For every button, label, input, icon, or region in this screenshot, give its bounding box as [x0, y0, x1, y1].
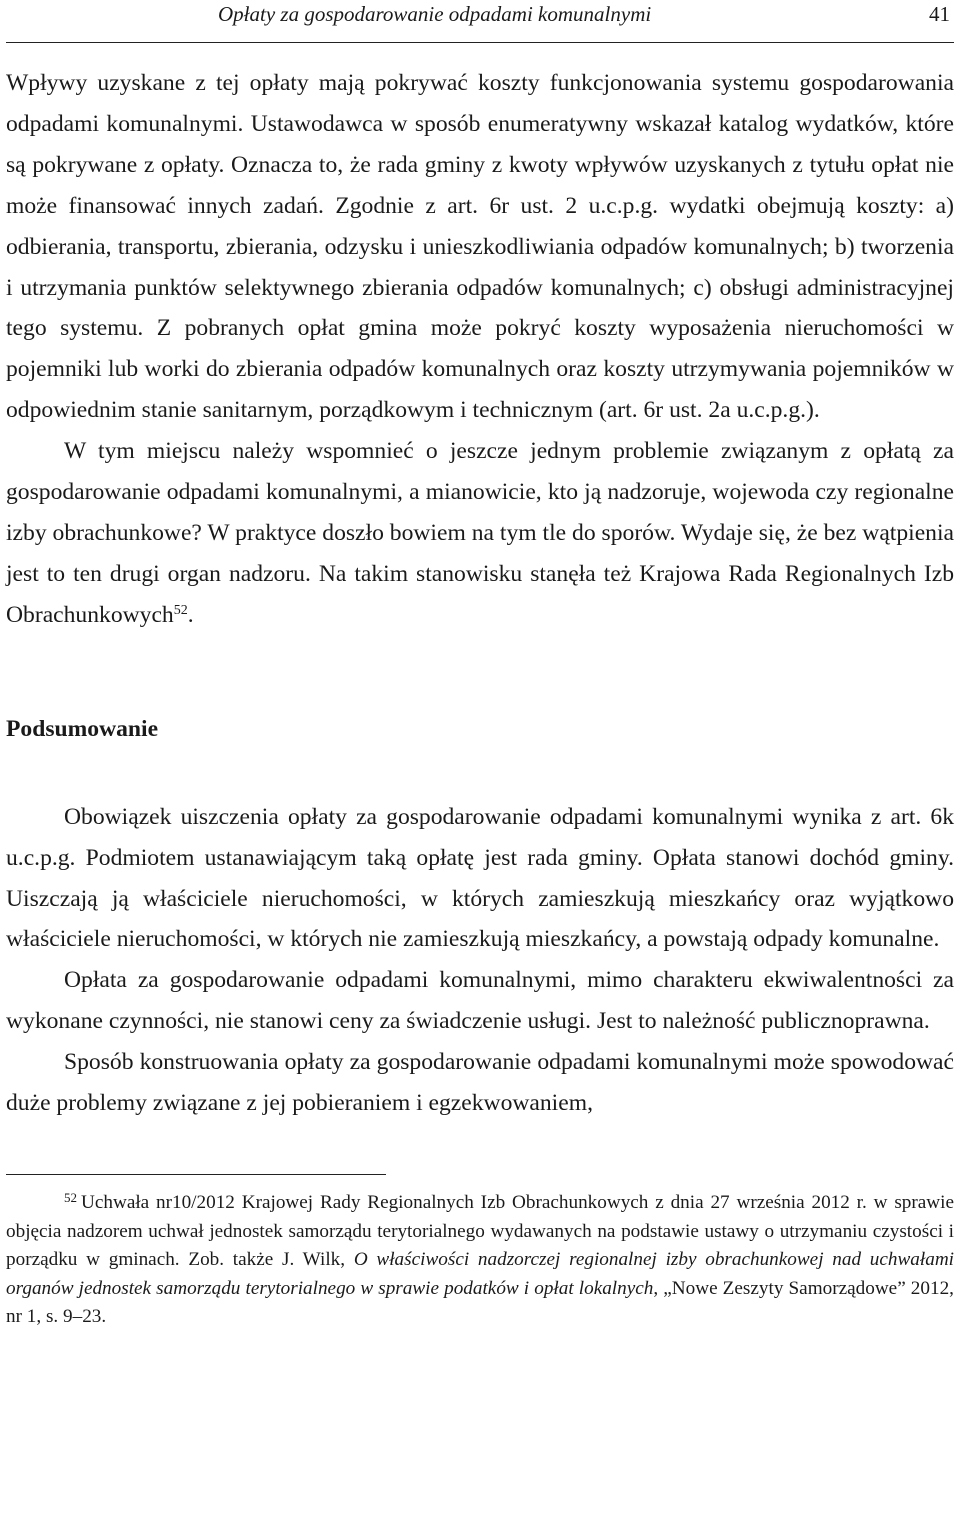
footnote: [6, 1189, 954, 1332]
summary-paragraph: Sposób konstruowania opłaty za gospodarowanie odpadami komunalnymi może spowodować duże problemy związane z jej pobieraniem i egzekwowaniem,: [6, 1049, 954, 1117]
document-page: [6, 0, 954, 1332]
footnote-cited-title: O właściwości nadzorczej regionalnej izby obrachunkowej nad uchwałami organów jednostek samorządu terytorialnego w sprawie podatków i opłat lokalnych: [6, 1249, 955, 1299]
page-number: 41: [929, 2, 950, 26]
summary-paragraph: Opłata za gospodarowanie odpadami komunalnymi, mimo charakteru ekwiwalentności za wykonane czynności, nie stanowi ceny za świadczenie usługi. Jest to należność publicznoprawna.: [6, 967, 954, 1035]
paragraph-fees-purpose: Wpływy uzyskane z tej opłaty mają pokrywać koszty funkcjonowania systemu gospodarowania odpadami komunalnymi. Ustawodawca w sposób enumeratywny wskazał katalog wydatków, które są pokrywane z opłaty. Oznacza to, że rada gminy z kwoty wpływów uzyskanych z tytułu opłat nie może finansować innych zadań. Zgodnie z art. 6r ust. 2 u.c.p.g. wydatki obejmują koszty: a) odbierania, transportu, zbierania, odzysku i unieszkodliwiania odpadów komunalnych; b) tworzenia i utrzymania punktów selektywnego zbierania odpadów komunalnych; c) obsługi administracyjnej tego systemu. Z pobranych opłat gmina może pokryć koszty wyposażenia nieruchomości w pojemniki lub worki do zbierania odpadów komunalnych oraz koszty utrzymywania pojemników w odpowiednim stanie sanitarnym, porządkowym i technicznym (art. 6r ust. 2a u.c.p.g.).: [6, 70, 954, 424]
paragraph-supervision-text: W tym miejscu należy wspomnieć o jeszcze jednym problemie związanym z opłatą za gospodarowanie odpadami komunalnymi, a mianowicie, kto ją nadzoruje, wojewoda czy regionalne izby obrachunkowe? W praktyce doszło bowiem na tym tle do sporów. Wydaje się, że bez wątpienia jest to ten drugi organ nadzoru. Na takim stanowisku stanęła też Krajowa Rada Regionalnych Izb Obrachunkowych: [6, 438, 954, 628]
summary-paragraph: Obowiązek uiszczenia opłaty za gospodarowanie odpadami komunalnymi wynika z art. 6k u.c.p.g. Podmiotem ustanawiającym taką opłatę jest rada gminy. Opłata stanowi dochód gminy. Uiszczają ją właściciele nieruchomości, w których zamieszkują mieszkańcy oraz wyjątkowo właściciele nieruchomości, w których nie zamieszkują mieszkańcy, a powstają odpady komunalne.: [6, 803, 954, 953]
footnote-text-1: Uchwała nr10/2012 Krajowej Rady Regionalnych Izb Obrachunkowych z dnia 27 września 2012 r. w sprawie objęcia nadzorem uchwał jednostek samorządu terytorialnego wydawanych na podstawie ustawy o utrzymaniu czystości i porządku w gminach. Zob. także J. Wilk,: [6, 1191, 954, 1271]
footnote-separator: [6, 1174, 386, 1175]
paragraph-supervision-tail: .: [187, 601, 194, 628]
running-header: [6, 0, 954, 43]
paragraph-supervision: [6, 431, 954, 636]
footnote-reference[interactable]: 52: [173, 602, 188, 618]
footnote-text-2: , „Nowe Zeszyty Samorządowe” 2012, nr 1, s. 9–23.: [6, 1277, 954, 1328]
body-text: [6, 63, 954, 1124]
running-title: Opłaty za gospodarowanie odpadami komunalnymi: [218, 2, 652, 26]
section-heading: Podsumowanie: [6, 715, 159, 742]
footnote-number: 52: [64, 1189, 77, 1205]
